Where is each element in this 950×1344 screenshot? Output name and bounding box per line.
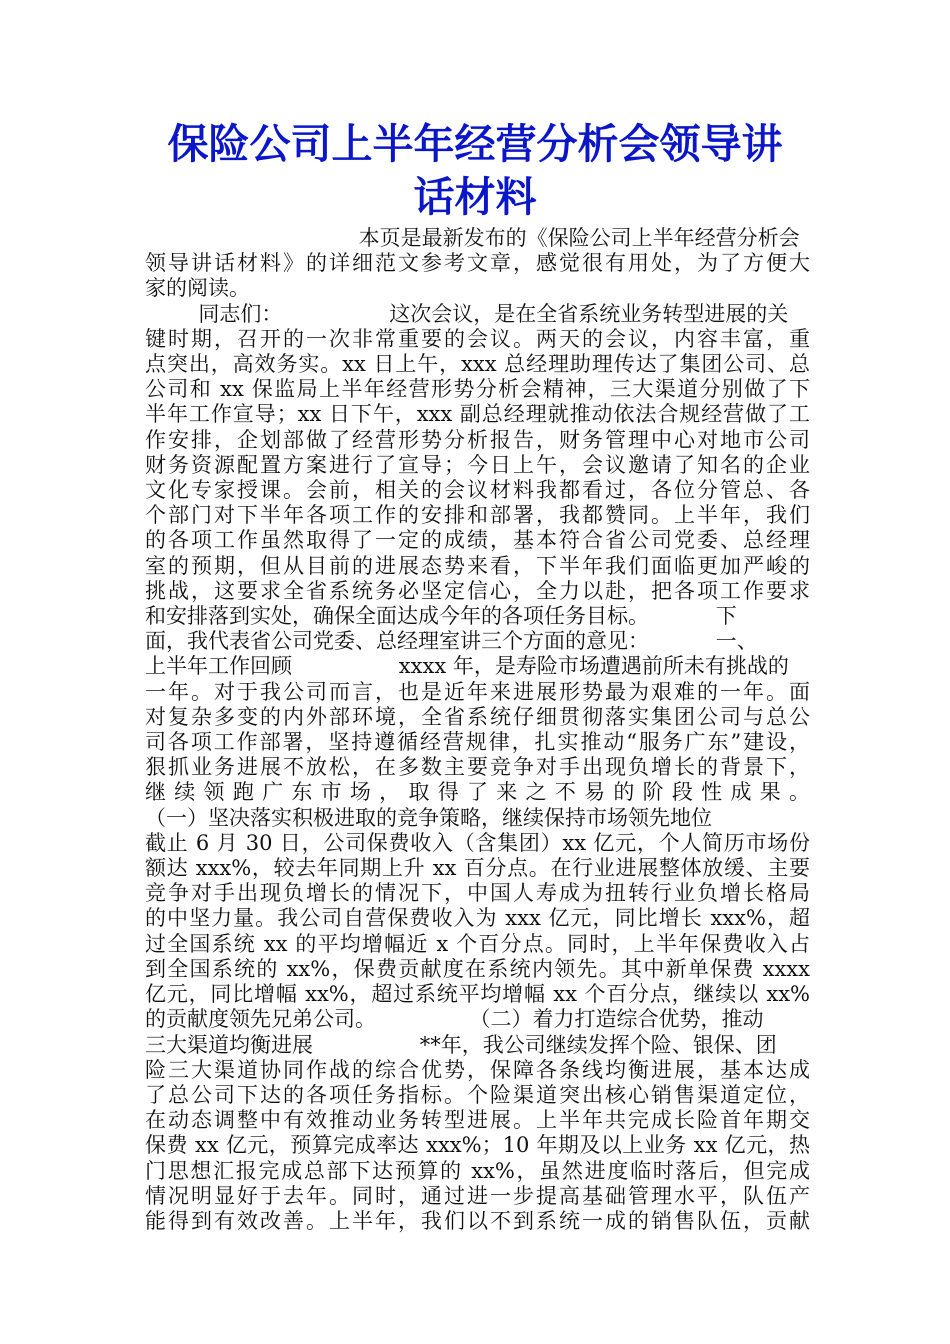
body-line: 保费 xx 亿元，预算完成率达 xxx%；10 年期及以上业务 xx 亿元，热 (145, 1133, 810, 1158)
body-line: 上半年工作回顾 xxxx 年，是寿险市场遭遇前所未有挑战的 (145, 654, 789, 679)
body-line: 和安排落到实处，确保全面达成今年的各项任务目标。 下 (145, 604, 737, 629)
body-line: 财务资源配置方案进行了宣导；今日上午，会议邀请了知名的企业 (145, 452, 810, 477)
document-title-line: 话材料 (413, 173, 537, 221)
body-line: 能得到有效改善。上半年，我们以不到系统一成的销售队伍，贡献 (145, 1208, 810, 1233)
body-line: 半年工作宣导；xx 日下午，xxx 副总经理就推动依法合规经营做了工 (145, 402, 810, 427)
body-line: 的中坚力量。我公司自营保费收入为 xxx 亿元，同比增长 xxx%，超 (145, 906, 810, 931)
document-body (145, 226, 810, 1234)
body-line: 面，我代表省公司党委、总经理室讲三个方面的意见： 一、 (145, 629, 758, 654)
body-line: 竞争对手出现负增长的情况下，中国人寿成为扭转行业负增长格局 (145, 881, 810, 906)
body-line: 文化专家授课。会前，相关的会议材料我都看过，各位分管总、各 (145, 478, 810, 503)
body-line: 三大渠道均衡进展 **年，我公司继续发挥个险、银保、团 (145, 1032, 777, 1057)
body-line: 继续领跑广东市场，取得了来之不易的阶段性成果。 (145, 780, 810, 805)
body-line: 在动态调整中有效推动业务转型进展。上半年共完成长险首年期交 (145, 1108, 810, 1133)
body-line: 了总公司下达的各项任务指标。个险渠道突出核心销售渠道定位， (145, 1082, 810, 1107)
body-line: 过全国系统 xx 的平均增幅近 x 个百分点。同时，上半年保费收入占 (145, 931, 810, 956)
body-line: 门思想汇报完成总部下达预算的 xx%，虽然进度临时落后，但完成 (145, 1158, 810, 1183)
body-line: 的各项工作虽然取得了一定的成绩，基本符合省公司党委、总经理 (145, 528, 810, 553)
body-line: 亿元，同比增幅 xx%，超过系统平均增幅 xx 个百分点，继续以 xx% (145, 982, 810, 1007)
body-line: 家的阅读。 (145, 276, 250, 301)
body-line: 对复杂多变的内外部环境，全省系统仔细贯彻落实集团公司与总公 (145, 704, 810, 729)
body-line: 作安排，企划部做了经营形势分析报告，财务管理中心对地市公司 (145, 427, 810, 452)
body-line: 挑战，这要求全省系统务必坚定信心，全力以赴，把各项工作要求 (145, 578, 810, 603)
body-line: 个部门对下半年各项工作的安排和部署，我都赞同。上半年，我们 (145, 503, 810, 528)
body-line: 司各项工作部署，坚持遵循经营规律，扎实推动“服务广东”建设， (145, 730, 810, 755)
body-line: 到全国系统的 xx%，保费贡献度在系统内领先。其中新单保费 xxxx (145, 956, 810, 981)
body-line: （一）坚决落实积极进取的竞争策略，继续保持市场领先地位 (145, 805, 712, 830)
body-line: 狠抓业务进展不放松，在多数主要竞争对手出现负增长的背景下， (145, 755, 810, 780)
body-line: 键时期，召开的一次非常重要的会议。两天的会议，内容丰富，重 (145, 326, 810, 351)
body-line: 截止 6 月 30 日，公司保费收入（含集团）xx 亿元，个人简历市场份 (145, 830, 810, 855)
body-line: 情况明显好于去年。同时，通过进一步提高基础管理水平，队伍产 (145, 1183, 810, 1208)
document-title (140, 118, 810, 224)
body-line: 本页是最新发布的《保险公司上半年经营分析会 (145, 226, 800, 250)
body-line: 领导讲话材料》的详细范文参考文章，感觉很有用处，为了方便大 (145, 251, 810, 276)
body-line: 室的预期，但从目前的进展态势来看，下半年我们面临更加严峻的 (145, 553, 810, 578)
document-title-line: 保险公司上半年经营分析会领导讲 (167, 120, 783, 168)
body-line: 公司和 xx 保监局上半年经营形势分析会精神，三大渠道分别做了下 (145, 377, 810, 402)
body-line: 同志们： 这次会议，是在全省系统业务转型进展的关 (145, 301, 789, 326)
body-line: 点突出，高效务实。xx 日上午，xxx 总经理助理传达了集团公司、总 (145, 352, 810, 377)
body-line: 的贡献度领先兄弟公司。 （二）着力打造综合优势，推动 (145, 1007, 764, 1032)
body-line: 额达 xxx%，较去年同期上升 xx 百分点。在行业进展整体放缓、主要 (145, 856, 810, 881)
body-line: 一年。对于我公司而言，也是近年来进展形势最为艰难的一年。面 (145, 679, 810, 704)
body-line: 险三大渠道协同作战的综合优势，保障各条线均衡进展，基本达成 (145, 1057, 810, 1082)
